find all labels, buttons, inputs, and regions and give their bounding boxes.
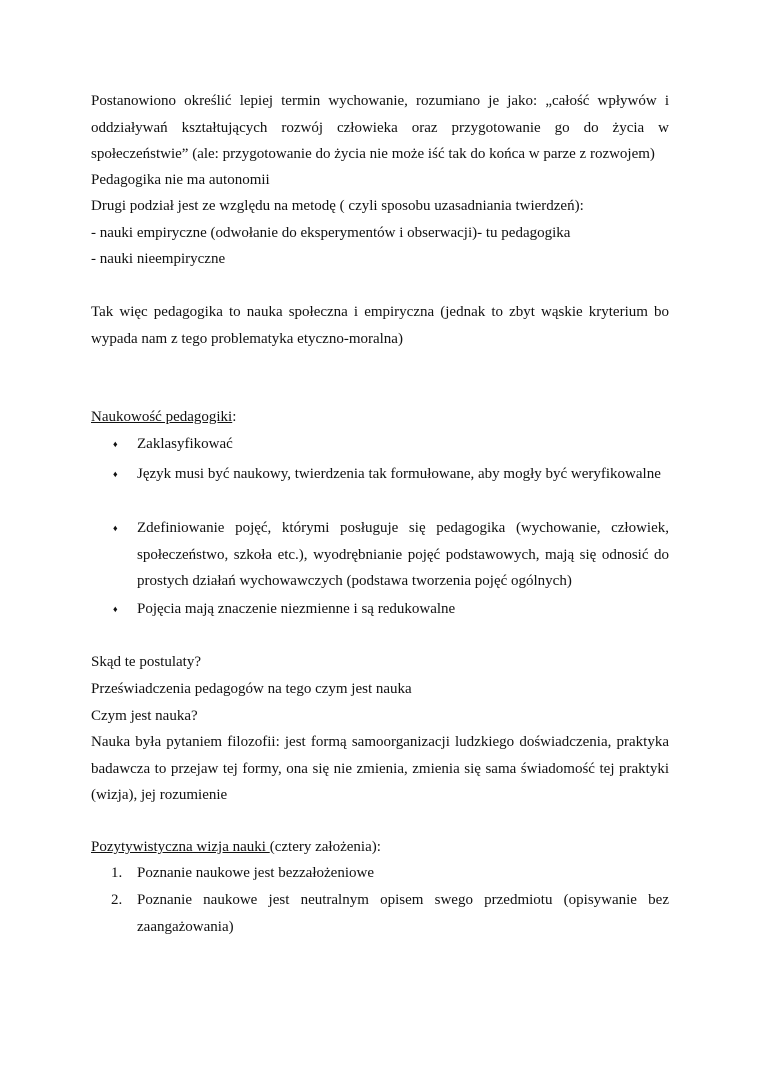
paragraph-conclusion: Tak więc pedagogika to nauka społeczna i empiryczna (jednak to zbyt wąskie kryterium bo wypada nam z tego problematyka etyczno-moralna) [91,304,669,347]
heading-underlined: Pozytywistyczna wizja nauki [91,839,270,855]
bullet-icon: ♦ [113,604,118,614]
line-nonempirical: - nauki nieempiryczne [91,251,226,267]
line-what-is: Czym jest nauka? [91,708,198,724]
bullet-icon: ♦ [113,439,118,449]
list-item: Zaklasyfikować [137,436,233,452]
heading-colon: : [232,409,237,425]
paragraph-definition: Postanowiono określić lepiej termin wychowanie, rozumiano je jako: „całość wpływów i oddziaływań kształtujących rozwój człowieka oraz przygotowanie go do życia w społeczeństwie” (ale: przygotowanie do życia nie może iść tak do końca w parze z rozwojem) [91,93,669,162]
heading-suffix: (cztery założenia): [269,839,381,855]
line-where: Skąd te postulaty? [91,654,201,670]
numbered-item: Poznanie naukowe jest bezzałożeniowe [137,865,374,881]
line-empirical: - nauki empiryczne (odwołanie do eksperymentów i obserwacji)- tu pedagogika [91,225,571,241]
numbered-item: Poznanie naukowe jest neutralnym opisem swego przedmiotu (opisywanie bez zaangażowania) [137,892,669,935]
line-autonomy: Pedagogika nie ma autonomii [91,172,270,188]
list-item: Język musi być naukowy, twierdzenia tak formułowane, aby mogły być weryfikowalne [137,466,661,482]
list-item: Pojęcia mają znaczenie niezmienne i są redukowalne [137,601,456,617]
bullet-icon: ♦ [113,469,118,479]
bullet-icon: ♦ [113,523,118,533]
heading-underlined: Naukowość pedagogiki [91,409,233,425]
list-item: Zdefiniowanie pojęć, którymi posługuje się pedagogika (wychowanie, człowiek, społeczeństwo, szkoła etc.), wyodrębnianie pojęć podstawowych, mają się odnosić do prostych działań wychowawczych (podstawa tworzenia pojęć ogólnych) [137,520,669,589]
line-division: Drugi podział jest ze względu na metodę ( czyli sposobu uzasadniania twierdzeń): [91,198,584,214]
list-number: 1. [111,865,123,881]
list-number: 2. [111,892,123,908]
line-beliefs: Przeświadczenia pedagogów na tego czym jest nauka [91,681,412,697]
section-heading-positivist [91,834,381,861]
paragraph-science: Nauka była pytaniem filozofii: jest formą samoorganizacji ludzkiego doświadczenia, praktyka badawcza to przejaw tej formy, ona się nie zmienia, zmienia się sama świadomość tej praktyki (wizja), jej rozumienie [91,734,669,803]
section-heading-scientific [91,404,236,431]
